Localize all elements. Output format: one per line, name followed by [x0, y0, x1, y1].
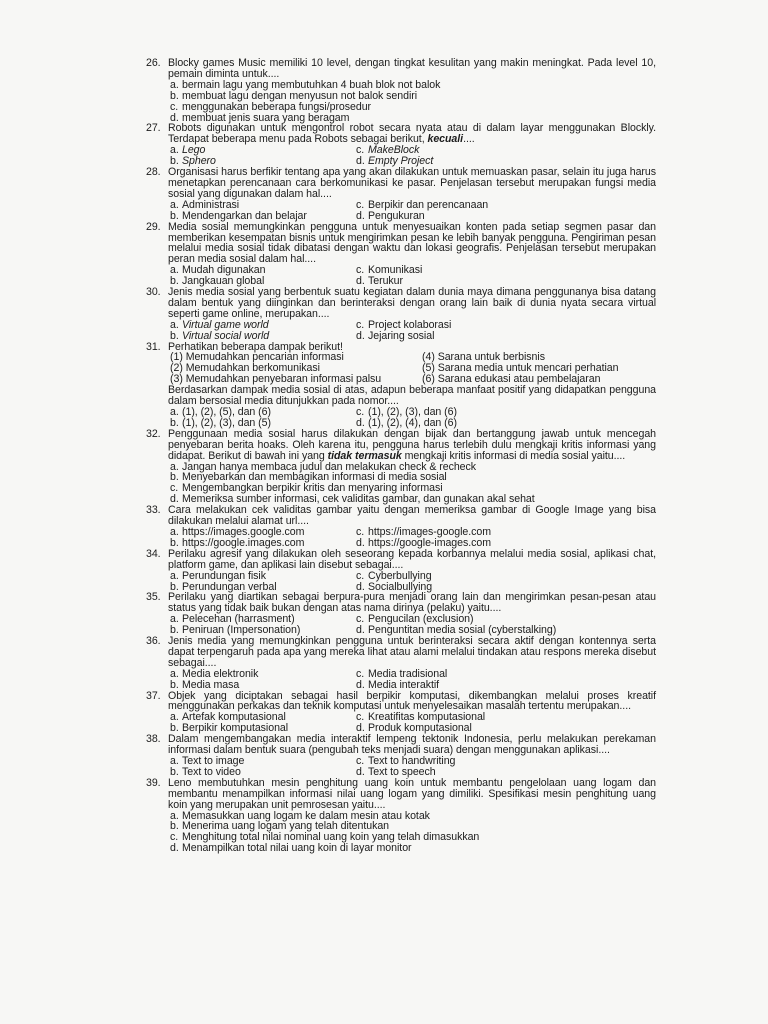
option-letter: d. — [356, 209, 365, 222]
text-span: Text to video — [182, 765, 241, 778]
question-27 — [146, 123, 656, 167]
question-text: Leno membutuhkan mesin penghitung uang koin untuk membantu pengelolaan uang logam dan membantu menampilkan informasi nilai uang logam yang dimiliki. Spesifikasi mesin penghitung uang koin yang merupakan unit pemrosesan yaitu.... — [168, 776, 656, 811]
option-letter: a. — [170, 569, 179, 582]
text-span — [168, 58, 656, 123]
text-span — [168, 331, 656, 342]
option-letter: b. — [170, 275, 179, 288]
text-span — [168, 592, 656, 636]
text-span: Administrasi — [182, 198, 240, 211]
text-span: .... — [463, 133, 475, 146]
question-text — [168, 123, 656, 145]
text-span: https://google.images.com — [182, 536, 305, 549]
option-c — [168, 102, 656, 113]
option-b — [168, 211, 354, 222]
question-number: 28. — [146, 166, 161, 179]
question-number: 34. — [146, 547, 161, 560]
question-39 — [146, 778, 656, 854]
text-span — [168, 429, 656, 505]
text-span: Perundungan fisik — [182, 569, 266, 582]
option-letter: d. — [356, 155, 365, 168]
question-36 — [146, 636, 656, 691]
text-span: Virtual social world — [182, 329, 270, 342]
text-span: Penggunaan media sosial harus dilakukan dengan bijak dan bertanggung jawab untuk mencegah penyebaran berita hoaks. Oleh karena itu, pengguna harus terlebih dulu mengkaji kritis informasi yang didapat. Berikut di bawah ini yang — [168, 427, 656, 462]
question-text: Cara melakukan cek validitas gambar yaitu dengan memeriksa gambar di Google Image yang bisa dilakukan melalui alamat url.... — [168, 504, 656, 528]
text-span: Mendengarkan dan belajar — [182, 209, 307, 222]
question-text: Media sosial memungkinkan pengguna untuk menyesuaikan konten pada setiap segmen pasar dan memberikan kesempatan bisnis untuk mengirimkan pesan ke lebih banyak pengguna. Pengiriman pesan melalui media sosial tidak dibatasi dengan waktu dan lokasi geografis. Penjelasan tersebut merupakan peran media sosial dalam hal.... — [168, 220, 656, 266]
question-number: 30. — [146, 286, 161, 299]
text-span: Menampilkan total nilai uang koin di layar monitor — [182, 842, 412, 855]
text-span — [168, 636, 656, 691]
text-span: (6) Sarana edukasi atau pembelajaran — [422, 373, 601, 386]
question-text: Perhatikan beberapa dampak berikut! — [168, 340, 343, 353]
option-letter: b. — [170, 209, 179, 222]
option-letter: d. — [356, 722, 365, 735]
text-span: Komunikasi — [368, 264, 423, 277]
text-span: Berpikir dan perencanaan — [368, 198, 489, 211]
option-a — [168, 571, 354, 582]
text-span — [168, 680, 656, 691]
text-span: Jejaring sosial — [368, 329, 435, 342]
option-d — [354, 680, 656, 691]
text-span: Pengucilan (exclusion) — [368, 613, 474, 626]
option-d — [354, 211, 656, 222]
option-letter: d. — [356, 624, 365, 637]
option-letter: a. — [170, 460, 179, 473]
question-text: Blocky games Music memiliki 10 level, dengan tingkat kesulitan yang makin meningkat. Pada level 10, pemain diminta untuk.... — [168, 57, 656, 80]
option-letter: d. — [356, 678, 365, 691]
question-text: Objek yang diciptakan sebagai hasil berpikir komputasi, dikembangkan melalui proses kreatif menggunakan perkakas dan teknik komputasi untuk menyelesaikan masalah tertentu merupakan.... — [168, 689, 656, 713]
option-letter: b. — [170, 580, 179, 593]
text-span: (4) Sarana untuk berbisnis — [422, 351, 545, 364]
text-span: Socialbullying — [368, 580, 433, 593]
text-span: mengkaji kritis informasi di media sosial yaitu.... — [401, 449, 626, 462]
option-letter: a. — [170, 525, 179, 538]
text-span: (5) Sarana media untuk mencari perhatian — [422, 362, 619, 375]
option-letter: c. — [356, 569, 365, 582]
option-b — [168, 680, 354, 691]
text-span — [168, 222, 656, 287]
text-span: Virtual game world — [182, 318, 269, 331]
emphasis-text: kecuali — [427, 133, 464, 146]
text-span — [168, 167, 656, 222]
text-span: Memeriksa sumber informasi, cek validitas gambar, dan gunakan akal sehat — [182, 493, 535, 506]
text-span: (1), (2), (4), dan (6) — [368, 416, 457, 429]
option-letter: c. — [356, 525, 365, 538]
option-letter: c. — [170, 100, 179, 113]
text-span: Lego — [182, 144, 206, 157]
question-list — [146, 58, 656, 854]
text-span: Robots digunakan untuk mengontrol robot secara nyata atau di dalam layar menggunakan Blockly. Terdapat beberapa menu pada Robots sebagai berikut, — [168, 122, 656, 146]
option-d — [168, 843, 656, 854]
option-letter: a. — [170, 264, 179, 277]
question-number: 38. — [146, 733, 161, 746]
question-26 — [146, 58, 656, 123]
text-span: Text to handwriting — [368, 755, 456, 767]
question-text — [168, 429, 656, 462]
text-span: Menyebarkan dan membagikan informasi di media sosial — [182, 471, 447, 484]
question-33 — [146, 505, 656, 549]
option-letter: a. — [170, 144, 179, 157]
question-text: Jenis media sosial yang berbentuk suatu kegiatan dalam dunia maya dimana penggunanya bisa datang dalam bentuk yang diinginkan dan berinteraksi dengan orang lain baik di dunia nyata secara virtual seperti game online, merupakan.... — [168, 286, 656, 320]
question-text: Perilaku yang diartikan sebagai berpura-pura menjadi orang lain dan mengirimkan pesan-pesan atau status yang tidak baik bukan dengan atas nama dirinya (pelaku) yaitu.... — [168, 591, 656, 615]
text-span — [168, 287, 656, 342]
text-span: menggunakan beberapa fungsi/prosedur — [182, 100, 372, 113]
question-text-2: Berdasarkan dampak media sosial di atas, adapun beberapa manfaat positif yang didapatkan pengguna dalam bersosial media ditunjukkan pada nomor.... — [168, 384, 656, 408]
question-32 — [146, 429, 656, 505]
text-span: Penguntitan media sosial (cyberstalking) — [368, 624, 557, 637]
option-letter: b. — [170, 155, 179, 168]
text-span: (1), (2), (3), dan (6) — [368, 406, 457, 418]
option-letter: d. — [356, 580, 365, 593]
option-letter: c. — [356, 711, 365, 724]
option-letter: b. — [170, 678, 179, 691]
option-letter: d. — [356, 536, 365, 549]
text-span: MakeBlock — [368, 144, 420, 157]
text-span: Mudah digunakan — [182, 264, 266, 277]
text-span: Terukur — [368, 275, 403, 288]
option-letter: b. — [170, 765, 179, 778]
text-span: (3) Memudahkan penyebaran informasi palsu — [170, 373, 382, 386]
text-span: https://google-images.com — [368, 536, 491, 549]
option-letter: c. — [170, 482, 179, 495]
option-letter: b. — [170, 89, 179, 102]
option-d — [354, 331, 656, 342]
text-span: Cyberbullying — [368, 569, 432, 582]
text-span: Menerima uang logam yang telah ditentukan — [182, 820, 390, 833]
question-number: 35. — [146, 591, 161, 604]
text-span: Artefak komputasional — [182, 711, 286, 724]
option-letter: d. — [356, 329, 365, 342]
text-span: Peniruan (Impersonation) — [182, 624, 301, 637]
option-letter: c. — [356, 613, 365, 626]
text-span: Sphero — [182, 155, 216, 168]
question-text: Organisasi harus berfikir tentang apa yang akan dilakukan untuk memuaskan pasar, selain itu juga harus menetapkan perencanaan cara berkomunikasi ke pasar. Penjelasan tersebut merupakan fungsi media sosial yang digunakan dalam hal.... — [168, 166, 656, 200]
option-b — [168, 91, 656, 102]
option-letter: d. — [170, 111, 179, 124]
text-span: https://images.google.com — [182, 525, 305, 538]
option-letter: a. — [170, 755, 179, 767]
text-span: (2) Memudahkan berkomunikasi — [170, 362, 320, 375]
text-span — [168, 505, 656, 549]
question-text: Perilaku agresif yang dilakukan oleh seseorang kepada korbannya melalui media sosial, aplikasi chat, platform game, dan aplikasi lain disebut sebagai.... — [168, 547, 656, 571]
text-span — [168, 571, 656, 582]
question-38 — [146, 734, 656, 778]
option-letter: a. — [170, 809, 179, 822]
text-span: Pelecehan (harrasment) — [182, 613, 295, 626]
text-span: Text to image — [182, 755, 245, 767]
question-31 — [146, 342, 656, 429]
question-number: 27. — [146, 122, 161, 135]
text-span: https://images-google.com — [368, 525, 491, 538]
option-letter: c. — [170, 831, 179, 844]
text-span — [168, 549, 656, 593]
text-span — [168, 211, 656, 222]
option-letter: c. — [356, 264, 365, 277]
text-span: Berpikir komputasional — [182, 722, 289, 735]
text-span: Project kolaborasi — [368, 318, 452, 331]
question-number: 26. — [146, 57, 161, 69]
option-letter: a. — [170, 198, 179, 211]
option-letter: b. — [170, 471, 179, 484]
option-letter: c. — [356, 318, 365, 331]
text-span: Memasukkan uang logam ke dalam mesin atau kotak — [182, 809, 430, 822]
option-c — [354, 571, 656, 582]
text-span: Text to speech — [368, 765, 436, 778]
text-span: Mengembangkan berpikir kritis dan menyaring informasi — [182, 482, 443, 495]
option-letter: a. — [170, 78, 179, 91]
text-span: (1) Memudahkan pencarian informasi — [170, 351, 344, 364]
question-35 — [146, 592, 656, 636]
option-letter: c. — [356, 144, 365, 157]
text-span: Kreatifitas komputasional — [368, 711, 486, 724]
text-span — [168, 342, 656, 429]
text-span: membuat jenis suara yang beragam — [182, 111, 350, 124]
question-text: Dalam mengembangakan media interaktif lempeng tektonik Indonesia, perlu melakukan perekaman informasi dalam bentuk suara (pengubah teks menjadi suara) dengan menggunakan aplikasi.... — [168, 733, 656, 757]
question-29 — [146, 222, 656, 287]
option-letter: b. — [170, 536, 179, 549]
emphasis-text: tidak termasuk — [327, 449, 402, 462]
question-text: Jenis media yang memungkinkan pengguna untuk berinteraksi secara aktif dengan kontennya serta dapat terpengaruh pada apa yang mereka lihat atau alami melalui tindakan atau respons mereka disebut sebagai.... — [168, 635, 656, 669]
text-span: (1), (2), (3), dan (5) — [182, 416, 271, 429]
option-letter: d. — [356, 275, 365, 288]
option-letter: d. — [356, 765, 365, 778]
option-letter: c. — [356, 406, 365, 418]
text-span — [168, 123, 656, 167]
text-span: Produk komputasional — [368, 722, 472, 735]
text-span: bermain lagu yang membutuhkan 4 buah blok not balok — [182, 78, 441, 91]
question-number: 29. — [146, 220, 161, 233]
option-letter: b. — [170, 329, 179, 342]
option-letter: a. — [170, 667, 179, 680]
option-letter: c. — [356, 755, 365, 767]
text-span: Jangkauan global — [182, 275, 265, 288]
question-number: 36. — [146, 635, 161, 648]
text-span: Media masa — [182, 678, 240, 691]
option-b — [168, 331, 354, 342]
question-number: 33. — [146, 504, 161, 517]
text-span — [168, 734, 656, 778]
option-letter: a. — [170, 318, 179, 331]
option-letter: b. — [170, 820, 179, 833]
question-28 — [146, 167, 656, 222]
option-letter: b. — [170, 416, 179, 429]
text-span: Empty Project — [368, 155, 434, 168]
text-span: Menghitung total nilai nominal uang koin yang telah dimasukkan — [182, 831, 480, 844]
option-letter: d. — [170, 493, 179, 506]
text-span: membuat lagu dengan menyusun not balok sendiri — [182, 89, 418, 102]
question-37 — [146, 691, 656, 735]
option-letter: b. — [170, 624, 179, 637]
question-number: 31. — [146, 340, 161, 353]
option-letter: c. — [356, 198, 365, 211]
text-span — [168, 778, 656, 854]
text-span: Media elektronik — [182, 667, 259, 680]
text-span: Pengukuran — [368, 209, 425, 222]
option-letter: d. — [170, 842, 179, 855]
question-number: 39. — [146, 776, 161, 789]
text-span: (1), (2), (5), dan (6) — [182, 406, 271, 418]
text-span: Jangan hanya membaca judul dan melakukan check & recheck — [182, 460, 477, 473]
text-span: Perundungan verbal — [182, 580, 277, 593]
option-letter: a. — [170, 711, 179, 724]
text-span: Media tradisional — [368, 667, 448, 680]
text-span — [168, 691, 656, 735]
question-number: 32. — [146, 427, 161, 440]
option-letter: c. — [356, 667, 365, 680]
question-30 — [146, 287, 656, 342]
option-letter: a. — [170, 406, 179, 418]
question-number: 37. — [146, 689, 161, 702]
option-letter: a. — [170, 613, 179, 626]
text-span: Media interaktif — [368, 678, 440, 691]
option-letter: b. — [170, 722, 179, 735]
question-34 — [146, 549, 656, 593]
option-letter: d. — [356, 416, 365, 429]
